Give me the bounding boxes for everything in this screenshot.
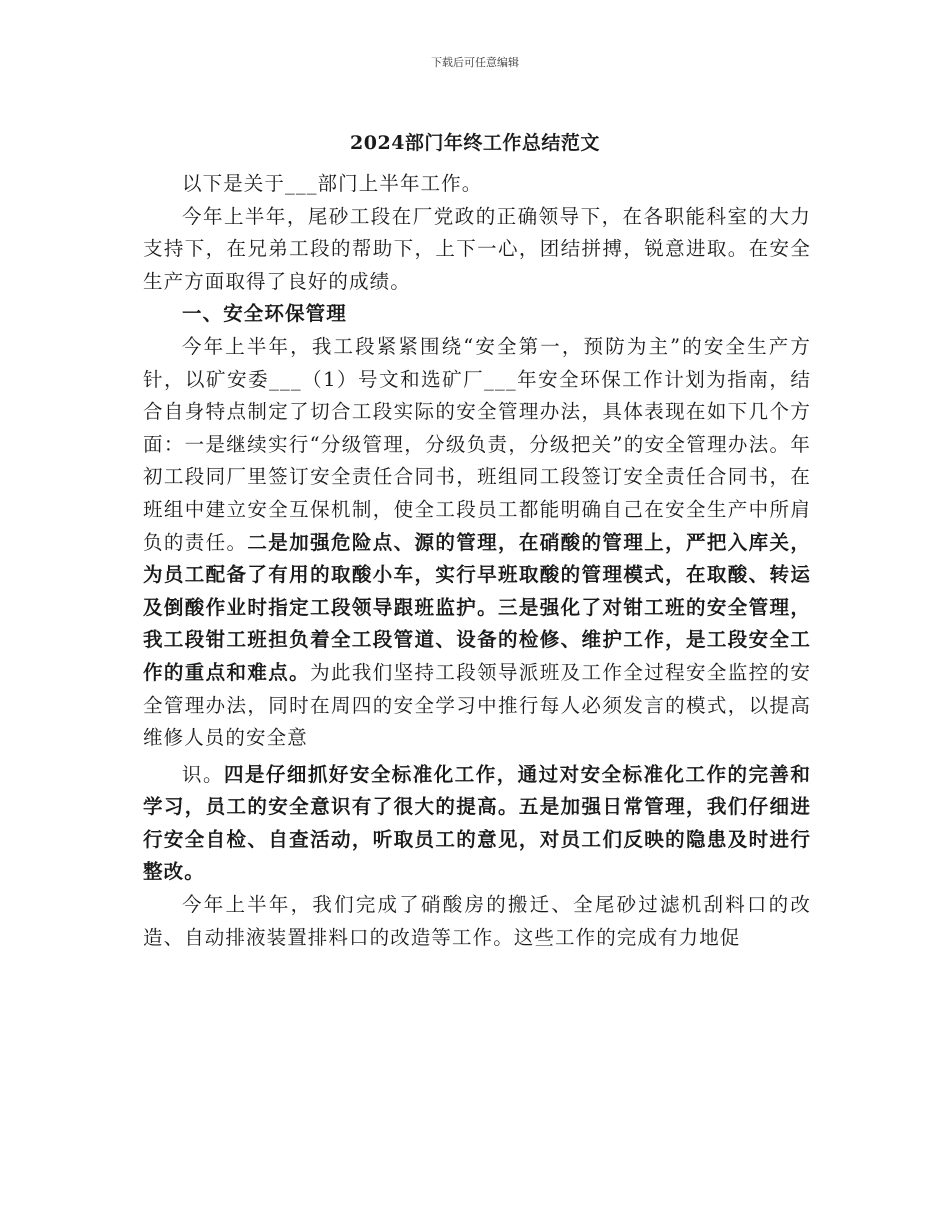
header-note: 下载后可任意编辑: [431, 56, 519, 69]
document-title: 2024部门年终工作总结范文: [350, 132, 600, 154]
paragraph-standardization: [143, 759, 811, 889]
paragraph-intro: 以下是关于___部门上半年工作。: [182, 172, 483, 195]
paragraph-projects: 今年上半年，我们完成了硝酸房的搬迁、全尾砂过滤机刮料口的改造、自动排液装置排料口的改造等工作。这些工作的完成有力地促: [143, 893, 811, 949]
paragraph-safety-management: [143, 331, 811, 755]
paragraph-standardization-lead: 识。: [182, 762, 224, 786]
paragraph-safety-bold-text: 二是加强危险点、源的管理，在硝酸的管理上，严把入库关，为员工配备了有用的取酸小车，实行早班取酸的管理模式，在取酸、转运及倒酸作业时指定工段领导跟班监护。三是强化了对钳工班的安全管理，我工段钳工班担负着全工段管道、设备的检修、维护工作，是工段安全工作的重点和难点。: [143, 530, 811, 684]
paragraph-overview: 今年上半年，尾砂工段在厂党政的正确领导下，在各职能科室的大力支持下，在兄弟工段的帮助下，上下一心，团结拼搏，锐意进取。在安全生产方面取得了良好的成绩。: [143, 204, 811, 293]
document-body: [143, 168, 811, 954]
paragraph-standardization-bold-text: 四是仔细抓好安全标准化工作，通过对安全标准化工作的完善和学习，员工的安全意识有了很大的提高。五是加强日常管理，我们仔细进行安全自检、自查活动，听取员工的意见，对员工们反映的隐患及时进行整改。: [143, 762, 811, 884]
paragraph-safety-text: 今年上半年，我工段紧紧围绕“安全第一，预防为主”的安全生产方针，以矿安委___（1）号文和选矿厂___年安全环保工作计划为指南，结合自身特点制定了切合工段实际的安全管理办法，具体表现在如下几个方面：一是继续实行“分级管理，分级负责，分级把关”的安全管理办法。年初工段同厂里签订安全责任合同书，班组同工段签订安全责任合同书，在班组中建立安全互保机制，使全工段员工都能明确自己在安全生产中所肩负的责任。: [143, 334, 811, 554]
paragraph-safety-tail-text: 为此我们坚持工段领导派班及工作全过程安全监控的安全管理办法，同时在周四的安全学习中推行每人必须发言的模式，以提高维修人员的安全意: [143, 660, 811, 750]
section-heading-safety: 一、安全环保管理: [182, 302, 347, 326]
